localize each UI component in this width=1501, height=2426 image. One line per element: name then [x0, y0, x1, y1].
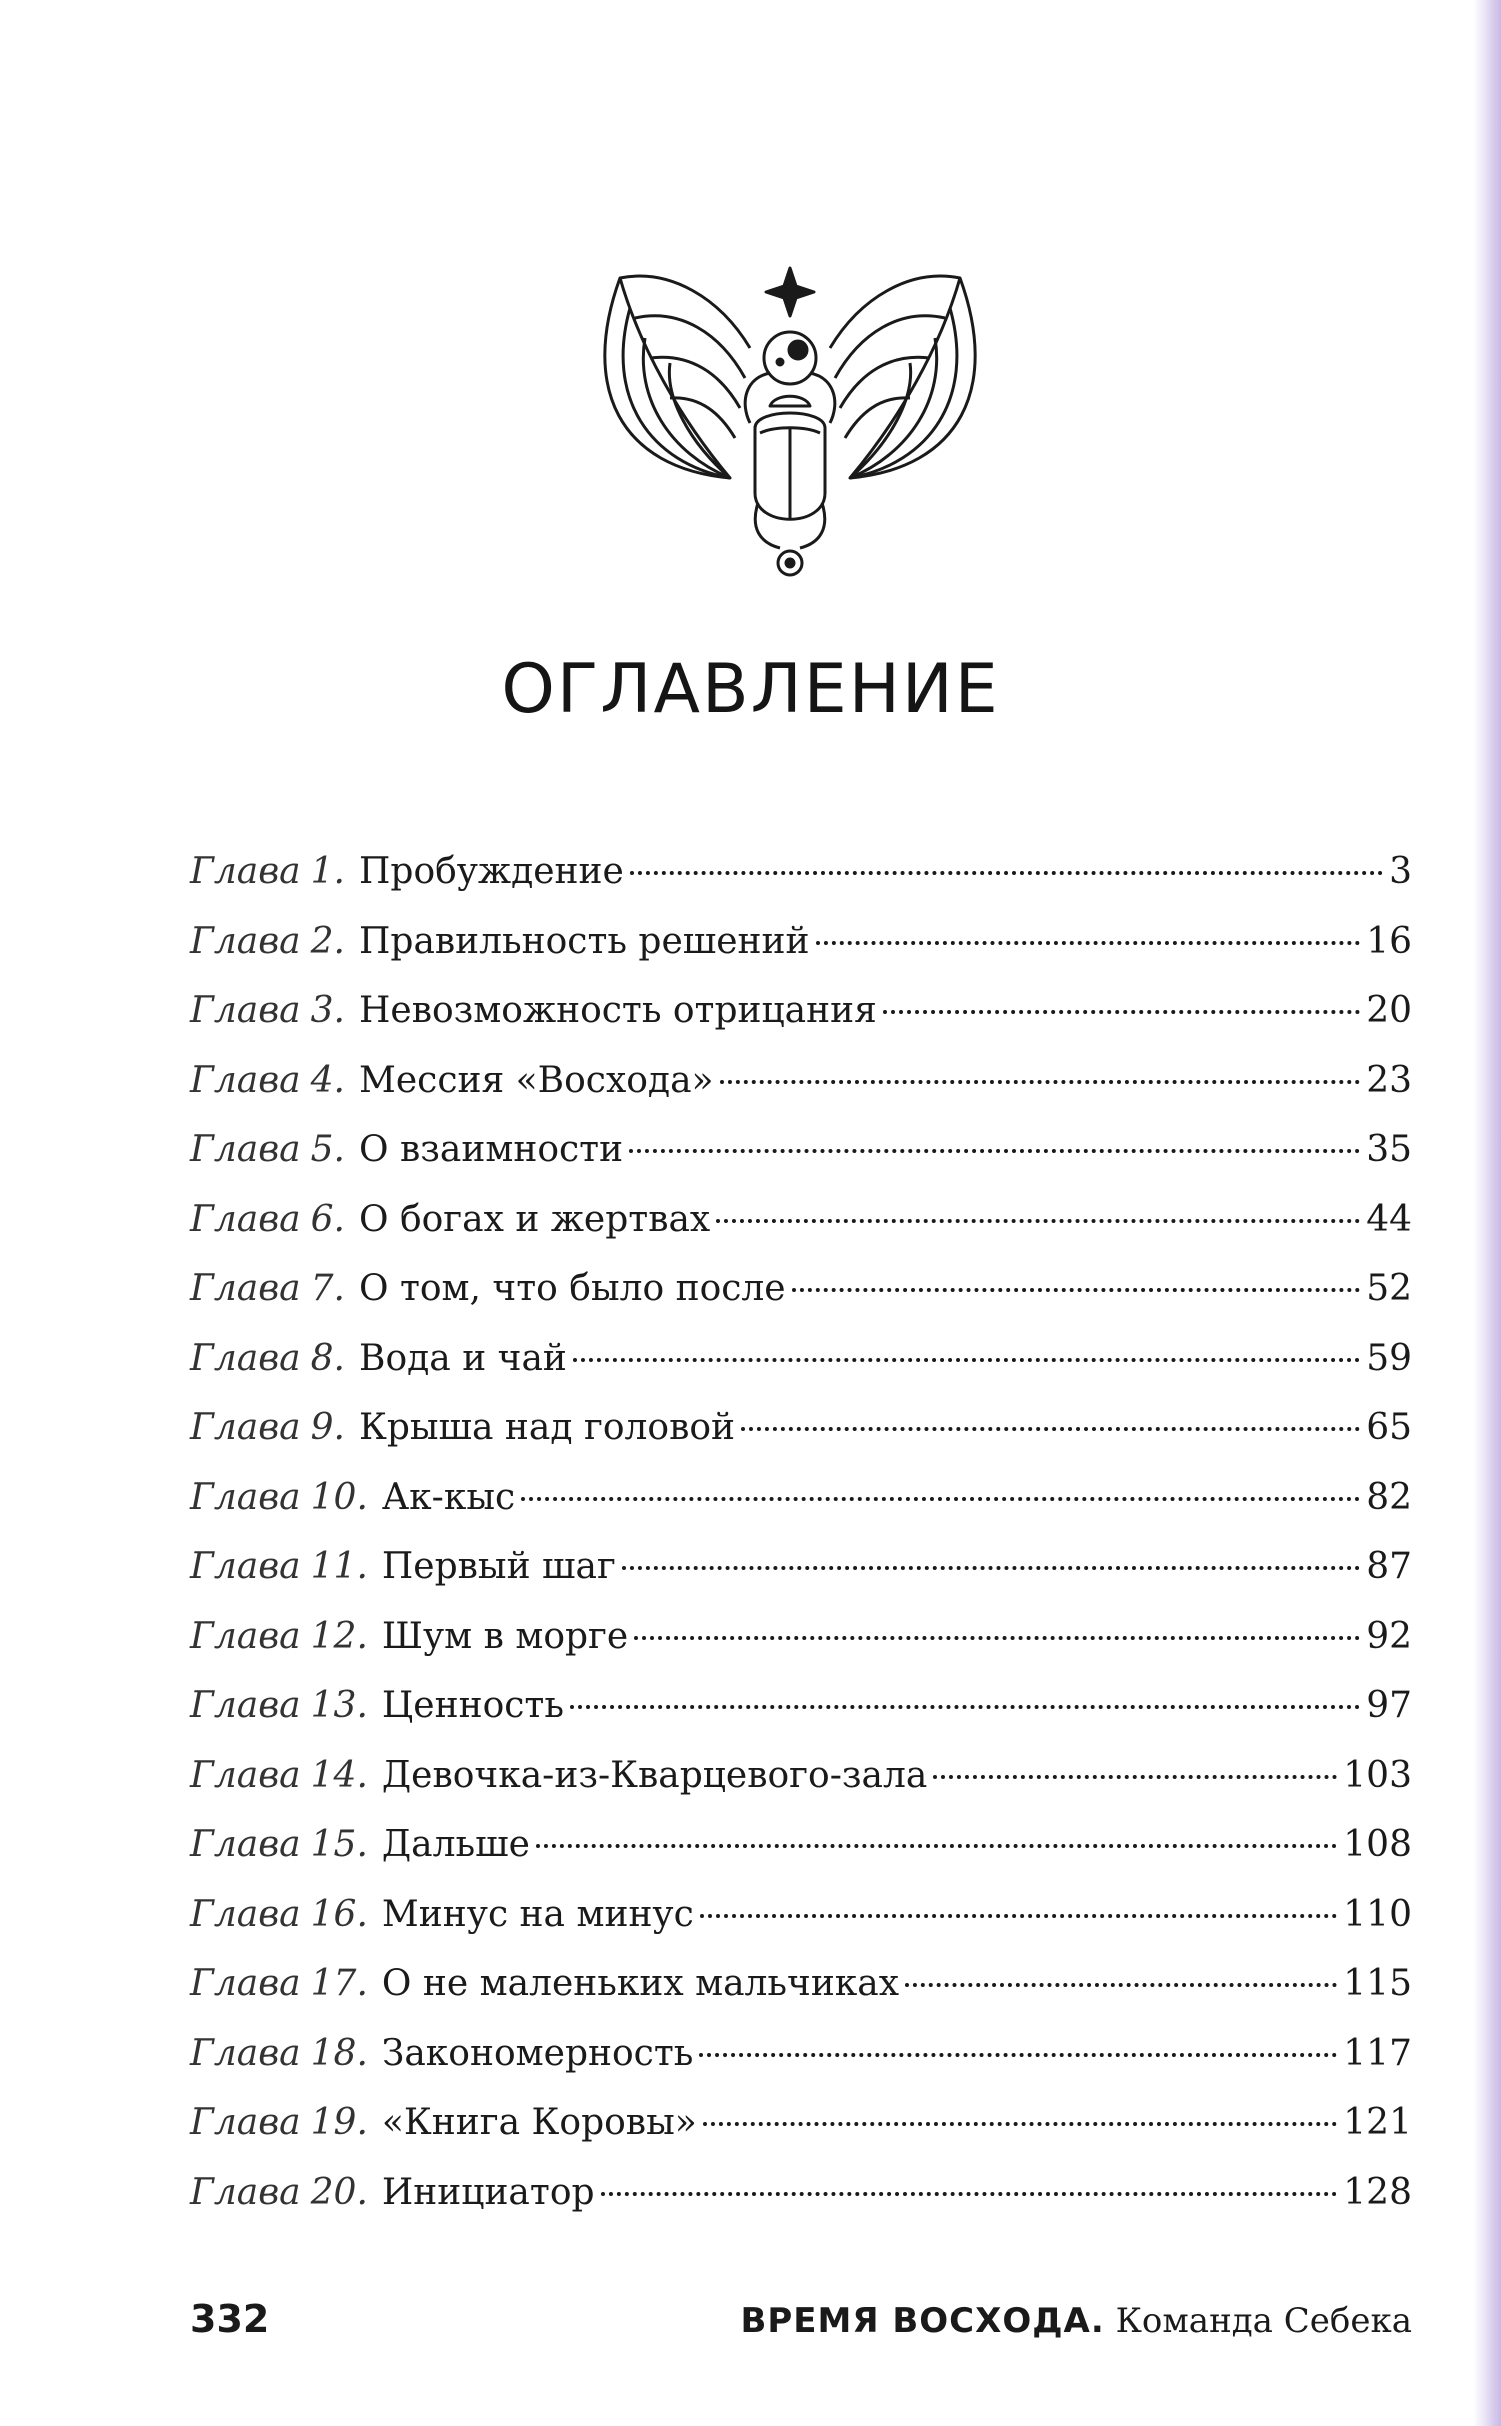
dot-leader	[699, 2053, 1337, 2057]
chapter-title: Девочка-из-Кварцевого-зала	[381, 1754, 928, 1796]
dot-leader	[634, 1636, 1360, 1640]
dot-leader	[521, 1497, 1360, 1501]
chapter-title: Минус на минус	[381, 1893, 694, 1935]
chapter-page-number: 108	[1343, 1824, 1412, 1865]
chapter-label: Глава 20.	[190, 2171, 368, 2213]
toc-entry	[190, 1115, 1412, 1185]
toc-entry	[190, 1671, 1412, 1741]
dot-leader	[630, 871, 1383, 875]
page-title: ОГЛАВЛЕНИЕ	[501, 650, 1000, 729]
chapter-page-number: 65	[1366, 1407, 1412, 1448]
toc-entry	[190, 1463, 1412, 1533]
dot-leader	[716, 1219, 1360, 1223]
toc-entry	[190, 907, 1412, 977]
toc-entry	[190, 1532, 1412, 1602]
dot-leader	[601, 2192, 1338, 2196]
dot-leader	[933, 1775, 1337, 1779]
chapter-title: Ценность	[381, 1685, 564, 1726]
chapter-page-number: 23	[1366, 1059, 1412, 1101]
winged-scarab-emblem-icon	[580, 238, 1000, 598]
toc-entry	[190, 837, 1412, 907]
chapter-page-number: 97	[1366, 1685, 1412, 1726]
dot-leader	[629, 1149, 1360, 1153]
chapter-page-number: 117	[1343, 2032, 1412, 2074]
chapter-page-number: 115	[1343, 1963, 1412, 2004]
page-footer	[190, 2297, 1412, 2341]
chapter-title: Правильность решений	[359, 920, 810, 962]
dot-leader	[570, 1705, 1360, 1709]
book-subtitle: Команда Себека	[1115, 2301, 1412, 2341]
chapter-page-number: 52	[1366, 1268, 1412, 1309]
chapter-label: Глава 19.	[190, 2102, 368, 2143]
dot-leader	[883, 1010, 1360, 1014]
chapter-title: Крыша над головой	[359, 1407, 736, 1448]
toc-entry	[190, 1602, 1412, 1672]
running-head	[740, 2301, 1412, 2341]
dot-leader	[536, 1844, 1337, 1848]
dot-leader	[816, 941, 1361, 945]
chapter-label: Глава 8.	[190, 1337, 345, 1379]
toc-entry	[190, 1046, 1412, 1116]
dot-leader	[700, 1914, 1338, 1918]
chapter-page-number: 35	[1366, 1129, 1412, 1170]
chapter-title: О взаимности	[359, 1129, 624, 1170]
chapter-page-number: 92	[1366, 1615, 1412, 1657]
chapter-title: О не маленьких мальчиках	[381, 1963, 900, 2004]
chapter-label: Глава 15.	[190, 1824, 368, 1865]
toc-entry	[190, 1741, 1412, 1811]
dot-leader	[792, 1288, 1361, 1292]
chapter-title: Пробуждение	[359, 851, 624, 892]
chapter-title: Вода и чай	[359, 1337, 567, 1379]
dot-leader	[573, 1358, 1360, 1362]
table-of-contents	[190, 837, 1412, 2227]
dot-leader	[741, 1427, 1360, 1431]
chapter-title: Инициатор	[381, 2171, 595, 2213]
page-edge-tint	[1473, 0, 1501, 2426]
chapter-page-number: 128	[1343, 2171, 1412, 2213]
chapter-label: Глава 11.	[190, 1546, 368, 1587]
toc-entry	[190, 1393, 1412, 1463]
chapter-page-number: 82	[1366, 1476, 1412, 1518]
toc-entry	[190, 976, 1412, 1046]
chapter-label: Глава 13.	[190, 1685, 368, 1726]
chapter-page-number: 44	[1366, 1198, 1412, 1240]
chapter-title: Невозможность отрицания	[359, 990, 877, 1031]
chapter-label: Глава 6.	[190, 1198, 345, 1240]
chapter-label: Глава 3.	[190, 990, 345, 1031]
chapter-label: Глава 2.	[190, 920, 345, 962]
chapter-title: Шум в морге	[381, 1615, 629, 1657]
toc-entry	[190, 1254, 1412, 1324]
chapter-page-number: 121	[1343, 2102, 1412, 2143]
chapter-label: Глава 18.	[190, 2032, 368, 2074]
chapter-page-number: 16	[1366, 920, 1412, 962]
chapter-label: Глава 5.	[190, 1129, 345, 1170]
toc-entry	[190, 1880, 1412, 1950]
chapter-title: О богах и жертвах	[359, 1198, 711, 1240]
dot-leader	[720, 1080, 1361, 1084]
chapter-page-number: 20	[1366, 990, 1412, 1031]
chapter-label: Глава 16.	[190, 1893, 368, 1935]
chapter-title: Мессия «Восхода»	[359, 1059, 714, 1101]
chapter-title: Дальше	[381, 1824, 530, 1865]
chapter-title: «Книга Коровы»	[381, 2102, 697, 2143]
chapter-label: Глава 7.	[190, 1268, 345, 1309]
chapter-label: Глава 9.	[190, 1407, 345, 1448]
chapter-page-number: 59	[1366, 1337, 1412, 1379]
toc-entry	[190, 1324, 1412, 1394]
dot-leader	[905, 1983, 1337, 1987]
chapter-page-number: 103	[1343, 1754, 1412, 1796]
chapter-label: Глава 10.	[190, 1476, 368, 1518]
chapter-label: Глава 1.	[190, 851, 345, 892]
toc-entry	[190, 1810, 1412, 1880]
chapter-title: Ак-кыс	[381, 1476, 516, 1518]
toc-entry	[190, 2158, 1412, 2228]
chapter-page-number: 87	[1366, 1546, 1412, 1587]
dot-leader	[703, 2122, 1338, 2126]
chapter-title: Первый шаг	[381, 1546, 616, 1587]
chapter-page-number: 110	[1343, 1893, 1412, 1935]
chapter-title: Закономерность	[381, 2032, 694, 2074]
footer-page-number: 332	[190, 2297, 270, 2341]
chapter-label: Глава 12.	[190, 1615, 368, 1657]
chapter-title: О том, что было после	[359, 1268, 786, 1309]
chapter-label: Глава 17.	[190, 1963, 368, 2004]
toc-entry	[190, 2088, 1412, 2158]
chapter-label: Глава 14.	[190, 1754, 368, 1796]
toc-entry	[190, 2019, 1412, 2089]
chapter-label: Глава 4.	[190, 1059, 345, 1101]
book-title: ВРЕМЯ ВОСХОДА.	[740, 2301, 1105, 2341]
dot-leader	[622, 1566, 1360, 1570]
toc-entry	[190, 1185, 1412, 1255]
toc-entry	[190, 1949, 1412, 2019]
chapter-page-number: 3	[1389, 851, 1412, 892]
